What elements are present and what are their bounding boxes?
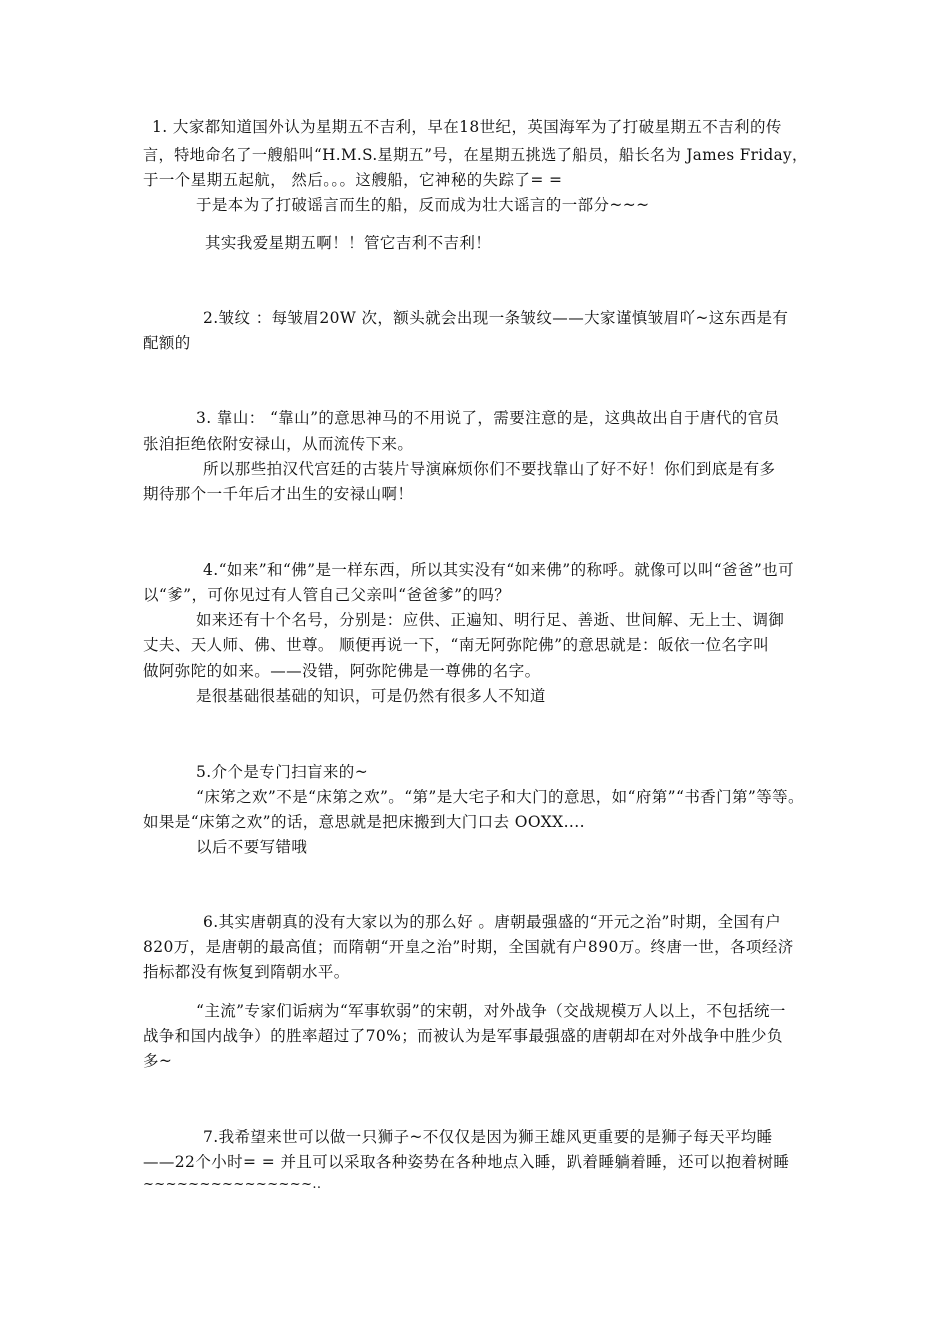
text-line: 于一个星期五起航， 然后。。。这艘船，它神秘的失踪了= = — [143, 171, 563, 189]
text-line: 5.介个是专门扫盲来的~ — [196, 763, 369, 781]
text-line: 6.其实唐朝真的没有大家以为的那么好 。唐朝最强盛的“开元之治”时期，全国有户 — [203, 913, 782, 931]
text-line: 其实我爱星期五啊！！管它吉利不吉利！ — [205, 234, 492, 252]
text-line: 战争和国内战争）的胜率超过了70%；而被认为是军事最强盛的唐朝却在对外战争中胜少负 — [143, 1027, 783, 1045]
text-line: 多~ — [143, 1052, 173, 1070]
text-line: 如来还有十个名号，分别是：应供、正遍知、明行足、善逝、世间解、无上士、调御 — [196, 611, 785, 629]
text-line: “主流”专家们诟病为“军事软弱”的宋朝，对外战争（交战规模万人以上，不包括统一 — [196, 1002, 786, 1020]
text-line: ~~~~~~~~~~~~~~~.. — [143, 1177, 322, 1192]
text-line: 张洎拒绝依附安禄山，从而流传下来。 — [143, 435, 414, 453]
text-line: 是很基础很基础的知识，可是仍然有很多人不知道 — [196, 687, 546, 705]
text-line: 以后不要写错哦 — [196, 838, 308, 856]
text-line: 7.我希望来世可以做一只狮子~不仅仅是因为狮王雄风更重要的是狮子每天平均睡 — [203, 1128, 773, 1146]
text-line: 做阿弥陀的如来。——没错，阿弥陀佛是一尊佛的名字。 — [143, 662, 541, 680]
text-line: 指标都没有恢复到隋朝水平。 — [143, 963, 350, 981]
text-line: 820万，是唐朝的最高值；而隋朝“开皇之治”时期，全国就有户890万。终唐一世，各项经济 — [143, 938, 794, 956]
text-line: 所以那些拍汉代宫廷的古装片导演麻烦你们不要找靠山了好不好！你们到底是有多 — [203, 460, 776, 478]
text-line: 配额的 — [143, 334, 191, 352]
text-line: “床笫之欢”不是“床第之欢”。“第”是大宅子和大门的意思，如“府第”“书香门第”等等。 — [196, 788, 804, 806]
text-line: 以“爹”，可你见过有人管自己父亲叫“爸爸爹”的吗？ — [143, 586, 511, 604]
text-line: 1. 大家都知道国外认为星期五不吉利，早在18世纪，英国海军为了打破星期五不吉利的传 — [152, 118, 782, 136]
text-line: 2.皱纹 ：每皱眉20W 次，额头就会出现一条皱纹——大家谨慎皱眉吖~这东西是有 — [203, 309, 789, 327]
text-line: ——22个小时= = 并且可以采取各种姿势在各种地点入睡，趴着睡躺着睡，还可以抱着树睡 — [143, 1153, 790, 1171]
text-line: 4.“如来”和“佛”是一样东西，所以其实没有“如来佛”的称呼。就像可以叫“爸爸”也可 — [203, 561, 794, 579]
text-line: 期待那个一千年后才出生的安禄山啊！ — [143, 485, 414, 503]
text-line: 于是本为了打破谣言而生的船，反而成为壮大谣言的一部分~~~ — [196, 196, 650, 214]
text-line: 言，特地命名了一艘船叫“H.M.S.星期五”号，在星期五挑选了船员，船长名为 James Friday， — [143, 146, 808, 164]
text-line: 丈夫、天人师、佛、世尊。 顺便再说一下，“南无阿弥陀佛”的意思就是：皈依一位名字叫 — [143, 636, 770, 654]
text-line: 如果是“床第之欢”的话，意思就是把床搬到大门口去 OOXX.... — [143, 813, 585, 831]
text-line: 3. 靠山： “靠山”的意思神马的不用说了，需要注意的是，这典故出自于唐代的官员 — [196, 409, 780, 427]
